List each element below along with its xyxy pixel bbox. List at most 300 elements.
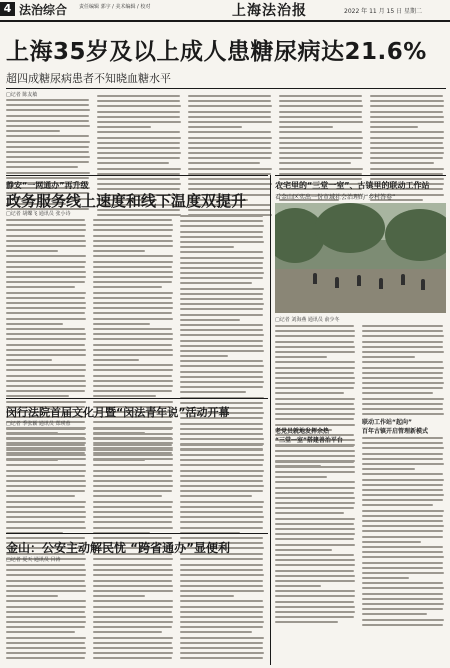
text-line (97, 111, 180, 113)
text-line (97, 100, 180, 102)
text-line (6, 449, 86, 451)
rural-subhead: 百年古镇开启管理新模式 (362, 428, 429, 435)
text-line (188, 121, 272, 123)
text-line (279, 157, 362, 159)
text-line (97, 126, 151, 128)
text-line (97, 168, 181, 170)
text-line (93, 585, 173, 587)
text-line (6, 161, 89, 163)
text-line (93, 590, 173, 592)
divider (6, 533, 268, 534)
text-line (6, 224, 86, 226)
text-line (180, 470, 264, 472)
text-line (6, 475, 85, 477)
text-line (180, 231, 263, 233)
text-line (362, 408, 443, 410)
text-line (93, 485, 173, 487)
text-line (97, 157, 180, 159)
text-line (93, 292, 173, 294)
text-line (362, 367, 444, 369)
text-line (6, 652, 86, 654)
text-line (362, 453, 443, 455)
text-line (362, 356, 415, 358)
text-line (6, 364, 86, 366)
text-line (93, 558, 173, 560)
rural-text-column (275, 445, 357, 627)
text-line (180, 621, 264, 623)
text-line (188, 183, 272, 185)
text-line (6, 104, 89, 106)
text-line (362, 387, 443, 389)
text-line (362, 603, 444, 605)
text-line (275, 476, 327, 478)
text-line (93, 297, 172, 299)
text-line (6, 99, 89, 101)
text-line (275, 580, 355, 582)
text-line (275, 387, 354, 389)
text-line (275, 325, 354, 327)
text-line (370, 121, 444, 123)
rural-subhead: “三堂一室”搭建善治平台 (275, 437, 343, 444)
text-line (93, 495, 162, 497)
text-line (6, 611, 85, 613)
text-line (93, 454, 173, 456)
text-line (275, 595, 355, 597)
text-line (6, 616, 86, 618)
text-line (275, 335, 355, 337)
text-line (93, 631, 162, 633)
text-line (93, 527, 173, 529)
text-line (370, 152, 444, 154)
text-line (6, 156, 90, 158)
text-line (93, 266, 172, 268)
text-line (93, 375, 172, 377)
text-line (93, 657, 172, 659)
text-line (180, 449, 263, 451)
text-line (93, 307, 173, 309)
text-line (370, 142, 443, 144)
text-line (370, 168, 444, 170)
text-line (6, 302, 86, 304)
text-line (93, 444, 172, 446)
text-line (93, 385, 173, 387)
text-line (6, 307, 86, 309)
text-line (275, 356, 327, 358)
text-line (362, 551, 443, 553)
text-line (370, 162, 434, 164)
text-line (362, 330, 443, 332)
text-line (370, 137, 444, 139)
text-line (180, 345, 263, 347)
text-line (6, 516, 86, 518)
text-line (6, 166, 78, 168)
text-line (362, 536, 443, 538)
text-line (93, 611, 172, 613)
text-line (362, 458, 443, 460)
text-line (93, 600, 173, 602)
section-rubric: 责任编辑 郭宇 / 美术编辑 / 校对 (79, 4, 151, 10)
text-line (93, 286, 162, 288)
text-line (362, 613, 427, 615)
text-line (97, 105, 181, 107)
text-line (6, 229, 86, 231)
text-line (362, 377, 443, 379)
service-text-column (180, 215, 266, 464)
text-line (180, 485, 264, 487)
text-line (180, 647, 263, 649)
text-line (275, 575, 355, 577)
text-line (6, 480, 86, 482)
jinshan-byline: □记者 夏天 通讯员 吕涛 (6, 557, 61, 563)
text-line (362, 541, 421, 543)
text-line (6, 631, 75, 633)
text-line (6, 292, 86, 294)
text-line (180, 324, 263, 326)
text-line (275, 403, 354, 405)
text-line (180, 277, 263, 279)
text-line (93, 501, 173, 503)
text-line (6, 151, 89, 153)
text-line (180, 454, 264, 456)
text-line (6, 125, 90, 127)
rural-text-column (362, 437, 446, 629)
text-line (180, 475, 263, 477)
text-line (275, 392, 344, 394)
text-line (362, 468, 415, 470)
text-line (93, 521, 172, 523)
text-line (6, 130, 60, 132)
text-line (93, 621, 173, 623)
text-line (180, 215, 263, 217)
text-line (97, 137, 181, 139)
text-line (93, 245, 173, 247)
text-line (180, 657, 263, 659)
text-line (180, 464, 263, 466)
text-line (93, 229, 173, 231)
text-line (93, 261, 173, 263)
text-line (6, 390, 85, 392)
lead-subhead: 超四成糖尿病患者不知晓血糖水平 (6, 72, 171, 85)
text-line (275, 616, 354, 618)
text-line (180, 251, 263, 253)
text-line (279, 147, 362, 149)
lead-headline: 上海35岁及以上成人患糖尿病达21.6% (6, 39, 427, 65)
text-line (6, 580, 85, 582)
text-line (6, 626, 85, 628)
text-line (180, 267, 263, 269)
text-line (370, 100, 444, 102)
text-line (180, 360, 263, 362)
text-line (180, 257, 264, 259)
text-line (180, 580, 263, 582)
text-line (93, 606, 173, 608)
text-line (370, 126, 418, 128)
text-line (93, 564, 172, 566)
text-line (180, 516, 264, 518)
text-line (93, 354, 173, 356)
text-line (275, 502, 355, 504)
text-line (362, 587, 444, 589)
service-kicker: 静安“一网通办”再升级 (6, 181, 89, 190)
text-line (275, 361, 355, 363)
text-line (370, 111, 443, 113)
text-line (275, 590, 355, 592)
text-line (180, 293, 263, 295)
text-line (6, 401, 86, 403)
text-line (93, 240, 173, 242)
section-title: 法治综合 (19, 3, 68, 17)
text-line (6, 564, 85, 566)
text-line (97, 131, 180, 133)
text-line (180, 606, 264, 608)
text-line (370, 131, 444, 133)
text-line (279, 131, 362, 133)
text-line (180, 272, 264, 274)
text-line (97, 121, 181, 123)
text-line (180, 288, 264, 290)
text-line (362, 515, 443, 517)
text-line (362, 608, 443, 610)
text-line (93, 323, 150, 325)
text-line (6, 428, 85, 430)
text-line (6, 642, 85, 644)
divider (275, 175, 446, 176)
text-line (93, 333, 173, 335)
text-line (180, 225, 264, 227)
text-line (6, 501, 86, 503)
text-line (180, 569, 263, 571)
text-line (279, 162, 351, 164)
text-line (362, 413, 444, 415)
text-line (362, 556, 444, 558)
text-line (6, 459, 58, 461)
text-line (275, 528, 355, 530)
text-line (180, 365, 264, 367)
text-line (6, 444, 85, 446)
text-line (275, 559, 355, 561)
text-line (275, 621, 338, 623)
text-line (93, 250, 145, 252)
text-line (370, 147, 444, 149)
text-line (180, 241, 264, 243)
text-line (188, 142, 271, 144)
text-line (362, 398, 444, 400)
jinshan-text-column (6, 564, 88, 663)
text-line (93, 616, 173, 618)
text-line (93, 569, 173, 571)
text-line (180, 511, 263, 513)
text-line (275, 518, 355, 520)
text-line (275, 564, 355, 566)
text-line (93, 312, 172, 314)
text-line (6, 312, 85, 314)
text-line (275, 418, 354, 420)
text-line (6, 240, 86, 242)
text-line (188, 111, 271, 113)
text-line (180, 611, 263, 613)
text-line (93, 401, 173, 403)
text-line (93, 438, 173, 440)
text-line (93, 516, 173, 518)
text-line (275, 372, 354, 374)
text-line (362, 325, 443, 327)
text-line (180, 262, 263, 264)
text-line (180, 506, 263, 508)
text-line (6, 600, 86, 602)
text-line (93, 626, 172, 628)
text-line (6, 235, 85, 237)
text-line (6, 511, 86, 513)
text-line (93, 595, 145, 597)
text-line (6, 380, 86, 382)
text-line (180, 428, 263, 430)
text-line (275, 413, 355, 415)
text-line (180, 616, 263, 618)
text-line (279, 116, 362, 118)
text-line (6, 637, 86, 639)
jinshan-title: 金山：公安主动解民忧 “跨省通办”显便利 (6, 541, 230, 555)
text-line (6, 454, 86, 456)
text-line (6, 574, 86, 576)
text-line (6, 338, 86, 340)
text-line (275, 544, 355, 546)
text-line (93, 359, 139, 361)
text-line (93, 380, 173, 382)
text-line (188, 168, 272, 170)
text-line (6, 109, 90, 111)
text-line (6, 585, 86, 587)
text-line (93, 647, 173, 649)
text-line (6, 621, 86, 623)
text-line (93, 390, 172, 392)
text-line (188, 100, 271, 102)
text-line (6, 657, 85, 659)
text-line (6, 354, 86, 356)
text-line (6, 286, 75, 288)
text-line (180, 558, 263, 560)
text-line (180, 329, 263, 331)
text-line (362, 530, 443, 532)
text-line (362, 489, 443, 491)
text-line (93, 344, 172, 346)
text-line (97, 142, 180, 144)
text-line (6, 250, 58, 252)
text-line (275, 554, 354, 556)
text-line (97, 95, 180, 97)
text-line (6, 245, 86, 247)
text-line (275, 450, 355, 452)
text-line (93, 255, 173, 257)
text-line (188, 178, 271, 180)
text-line (180, 350, 264, 352)
text-line (275, 461, 354, 463)
text-line (6, 595, 58, 597)
text-line (180, 652, 264, 654)
text-line (6, 271, 86, 273)
text-line (362, 582, 443, 584)
text-line (180, 371, 263, 373)
text-line (6, 328, 85, 330)
text-line (93, 449, 173, 451)
rural-kicker: 看金山区实出一份市域社会治理的“乡村答卷” (275, 194, 396, 201)
text-line (362, 392, 433, 394)
text-line (279, 100, 362, 102)
text-line (275, 606, 355, 608)
culture-title: 闵行法院首届文化月暨“闵法青年说”活动开幕 (6, 406, 230, 419)
text-line (188, 131, 271, 133)
text-line (6, 349, 86, 351)
text-line (93, 459, 145, 461)
text-line (6, 385, 86, 387)
text-line (362, 447, 444, 449)
text-line (6, 470, 86, 472)
text-line (188, 95, 271, 97)
text-line (97, 147, 180, 149)
text-line (275, 533, 355, 535)
text-line (275, 330, 355, 332)
text-line (6, 369, 86, 371)
text-line (362, 494, 444, 496)
divider (6, 88, 446, 89)
text-line (180, 585, 263, 587)
text-line (6, 146, 89, 148)
text-line (93, 369, 173, 371)
text-line (93, 574, 173, 576)
text-line (275, 585, 321, 587)
text-line (180, 490, 263, 492)
text-line (93, 235, 172, 237)
text-line (180, 319, 240, 321)
rural-title: 农宅里的“三堂一室”、古镇里的联动工作站 (275, 181, 430, 190)
text-line (180, 423, 263, 425)
text-line (275, 601, 354, 603)
text-line (275, 538, 354, 540)
text-line (93, 642, 172, 644)
text-line (180, 376, 263, 378)
text-line (6, 255, 86, 257)
dateline: 2022 年 11 月 15 日 星期二 (344, 8, 422, 15)
text-line (6, 261, 86, 263)
text-line (362, 341, 443, 343)
page-number: 4 (0, 2, 15, 16)
text-line (93, 433, 173, 435)
text-line (180, 303, 264, 305)
text-line (275, 611, 355, 613)
text-line (6, 141, 90, 143)
text-line (6, 172, 90, 174)
text-line (279, 168, 363, 170)
text-line (97, 152, 181, 154)
text-line (362, 351, 444, 353)
text-line (93, 276, 173, 278)
text-line (275, 398, 355, 400)
rural-subhead: 老党员就地发挥余热 (275, 428, 330, 435)
text-line (6, 115, 89, 117)
text-line (6, 375, 85, 377)
text-line (6, 506, 85, 508)
text-line (362, 335, 444, 337)
text-line (279, 111, 362, 113)
text-line (362, 382, 444, 384)
text-line (362, 619, 444, 621)
rural-subhead: 联动工作站“起向” (362, 419, 412, 426)
text-line (93, 506, 172, 508)
text-line (93, 328, 172, 330)
text-line (362, 577, 409, 579)
text-line (362, 372, 443, 374)
text-line (97, 162, 169, 164)
text-line (6, 647, 86, 649)
